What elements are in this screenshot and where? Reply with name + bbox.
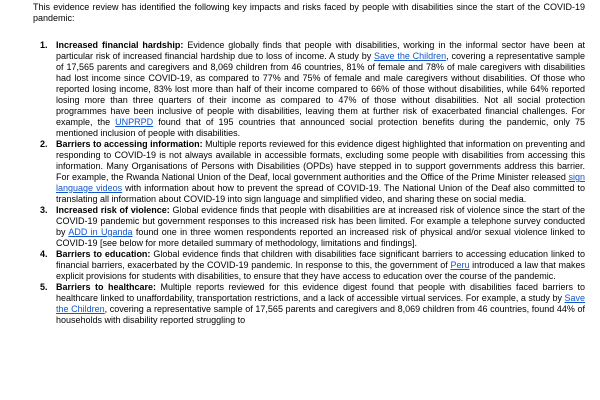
- item-text: Global evidence finds that children with disabilities face significant barriers to accessing education linked to financial barriers, exacerbated by the COVID-19 pandemic. In response to this, the government of: [56, 249, 585, 270]
- item-text: found that of 195 countries that announced social protection benefits during the pandemic, only 75 mentioned inclusion of people with disabilities.: [56, 117, 585, 138]
- item-text: Multiple reports reviewed for this evidence digest highlighted that information on preventing and responding to COVID-19 is not always available in accessible formats, excluding some people with disabilities from accessing this information. Many Organisations of Persons with Disabilities (OPDs) have stepped in to support governments address this barrier. For example, the Rwanda National Union of the Deaf, local government authorities and the Office of the Prime Minister released: [56, 139, 585, 182]
- item-text: Evidence globally finds that people with disabilities, working in the informal sector have been at particular risk of increased financial hardship due to loss of income. A study by: [56, 40, 585, 61]
- save-the-children-link[interactable]: Save the Children: [56, 293, 585, 314]
- key-impacts-list: [40, 40, 586, 326]
- list-item-healthcare: [40, 282, 586, 326]
- item-text: Global evidence finds that people with disabilities are at increased risk of violence since the start of the COVID-19 pandemic but government responses to this increased risk has been limited. For example a telephone survey conducted by: [56, 205, 585, 237]
- item-title: Barriers to accessing information:: [56, 139, 203, 149]
- list-item-education: [40, 249, 585, 282]
- save-the-children-link[interactable]: Save the Children: [374, 51, 447, 61]
- item-title: Barriers to healthcare:: [56, 282, 157, 292]
- peru-link[interactable]: Peru: [450, 260, 470, 270]
- list-number: 5.: [40, 282, 48, 292]
- list-item-risk-of-violence: [40, 205, 585, 249]
- list-number: 1.: [40, 40, 48, 50]
- list-number: 3.: [40, 205, 48, 215]
- sign-language-videos-link[interactable]: sign language videos: [56, 172, 585, 193]
- list-number: 2.: [40, 139, 48, 149]
- item-title: Increased financial hardship:: [56, 40, 184, 50]
- item-title: Barriers to education:: [56, 249, 151, 259]
- list-item-financial-hardship: [40, 40, 585, 139]
- item-text: introduced a law that makes explicit provisions for students with disabilities, to ensure that they have access to education over the course of the pandemic.: [56, 260, 585, 281]
- list-item-accessing-information: [40, 139, 586, 205]
- intro-paragraph: This evidence review has identified the following key impacts and risks faced by people with disabilities since the start of the COVID-19 pandemic:: [33, 2, 585, 23]
- add-in-uganda-link[interactable]: ADD in Uganda: [68, 227, 133, 237]
- unprpd-link[interactable]: UNPRPD: [115, 117, 154, 127]
- item-text: , covering a representative sample of 17,565 parents and caregivers and 8,069 children from 46 countries, found 44% of households with disability reported struggling to: [56, 304, 586, 325]
- list-number: 4.: [40, 249, 48, 259]
- item-text: with information about how to prevent the spread of COVID-19. The National Union of the Deaf also committed to translating all information about COVID-19 into sign language and simplified video, and sharing these on social media.: [56, 183, 586, 204]
- item-title: Increased risk of violence:: [56, 205, 170, 215]
- item-text: , covering a representative sample of 17,565 parents and caregivers and 8,069 children from 46 countries, 81% of female and 78% of male caregivers with disabilities had lost income since COVID-19, as compared to 77% and 75% of female and male caregivers without disabilities. Of those who reported losing income, 83% lost more than half of their income compared to 66% of those without disabilities, while 64% reported losing more than three quarters of their income as compared to 47% of those without disabilities. Not all social protection programmes have been inclusive of people with disabilities, leaving them at further risk of exacerbated financial challenges. For example, the: [56, 51, 585, 127]
- item-text: found one in three women respondents reported an increased risk of physical and/or sexual violence linked to COVID-19 [see below for more detailed summary of methodology, limitations and findings].: [56, 227, 585, 248]
- item-text: Multiple reports reviewed for this evidence digest found that people with disabilities faced barriers to healthcare linked to unaffordability, transportation restrictions, and a lack of accessible virtual services. For example, a study by: [56, 282, 585, 303]
